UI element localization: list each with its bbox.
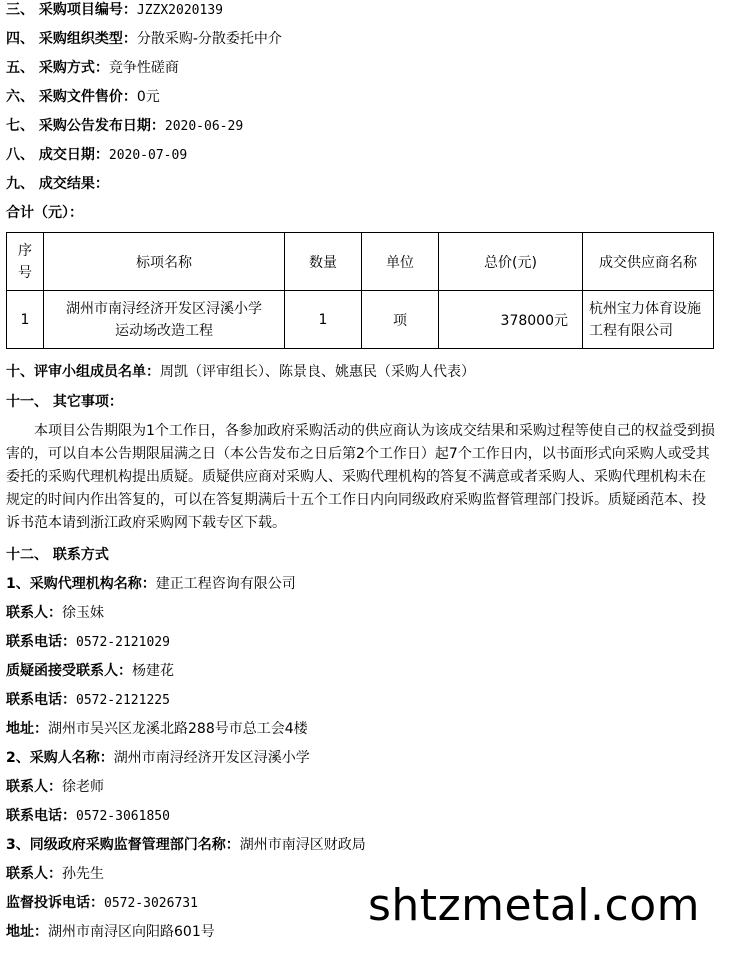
- table-row: [7, 291, 714, 349]
- contact-person: 联系人：孙先生: [6, 866, 104, 882]
- table-cell: 湖州市南浔经济开发区浔溪小学运动场改造工程: [44, 291, 285, 349]
- contact-phone: 联系电话：0572-2121029: [6, 634, 170, 650]
- info-item-deal-date: 八、 成交日期：2020-07-09: [6, 147, 188, 163]
- result-table: [6, 232, 714, 349]
- table-cell: 项: [362, 291, 439, 349]
- table-cell: 378000元: [439, 291, 583, 349]
- contact-heading: 十二、 联系方式: [6, 547, 109, 563]
- table-header: 标项名称: [44, 233, 285, 291]
- table-cell: 1: [7, 291, 44, 349]
- contact-person: 联系人：徐玉妹: [6, 605, 104, 621]
- panel-members: 十、评审小组成员名单：周凯（评审组长）、陈景良、姚惠民（采购人代表）: [6, 364, 475, 380]
- table-header: 数量: [285, 233, 362, 291]
- contact-phone: 联系电话：0572-2121225: [6, 692, 170, 708]
- info-item-method: 五、 采购方式：竞争性磋商: [6, 60, 179, 76]
- info-item-result: 九、 成交结果：: [6, 176, 109, 192]
- contact-complaint-person: 质疑函接受联系人：杨建花: [6, 663, 174, 679]
- other-heading: 十一、 其它事项：: [6, 394, 123, 410]
- contact-supervisor-name: 3、同级政府采购监督管理部门名称：湖州市南浔区财政局: [6, 837, 366, 853]
- watermark-text: shtzmetal.com: [368, 880, 700, 931]
- table-cell: 1: [285, 291, 362, 349]
- table-header-row: [7, 233, 714, 291]
- contact-person: 联系人：徐老师: [6, 779, 104, 795]
- contact-purchaser-name: 2、采购人名称：湖州市南浔经济开发区浔溪小学: [6, 750, 310, 766]
- table-header: 总价(元): [439, 233, 583, 291]
- total-label: 合计（元）：: [6, 205, 83, 221]
- info-item-publish-date: 七、 采购公告发布日期：2020-06-29: [6, 118, 244, 134]
- table-header: 成交供应商名称: [583, 233, 714, 291]
- contact-address: 地址：湖州市南浔区向阳路601号: [6, 924, 215, 940]
- contact-agency-name: 1、采购代理机构名称：建正工程咨询有限公司: [6, 576, 296, 592]
- contact-phone: 联系电话：0572-3061850: [6, 808, 170, 824]
- info-item-price: 六、 采购文件售价：0元: [6, 89, 160, 105]
- table-cell: 杭州宝力体育设施工程有限公司: [583, 291, 714, 349]
- info-item-org-type: 四、 采购组织类型：分散采购-分散委托中介: [6, 31, 282, 47]
- contact-address: 地址：湖州市吴兴区龙溪北路288号市总工会4楼: [6, 721, 308, 737]
- table-header: 序号: [7, 233, 44, 291]
- contact-complaint-phone: 监督投诉电话：0572-3026731: [6, 895, 198, 911]
- info-item-project-number: 三、 采购项目编号：JZZX2020139: [6, 2, 223, 18]
- table-header: 单位: [362, 233, 439, 291]
- other-paragraph: 本项目公告期限为1个工作日，各参加政府采购活动的供应商认为该成交结果和采购过程等使自己的权益受到损害的，可以自本公告期限届满之日（本公告发布之日后第2个工作日）起7个工作日内，以书面形式向采购人或受其委托的采购代理机构提出质疑。质疑供应商对采购人、采购代理机构的答复不满意或者采购人、采购代理机构未在规定的时间内作出答复的，可以在答复期满后十五个工作日内向同级政府采购监督管理部门投诉。质疑函范本、投诉书范本请到浙江政府采购网下载专区下载。: [6, 423, 715, 531]
